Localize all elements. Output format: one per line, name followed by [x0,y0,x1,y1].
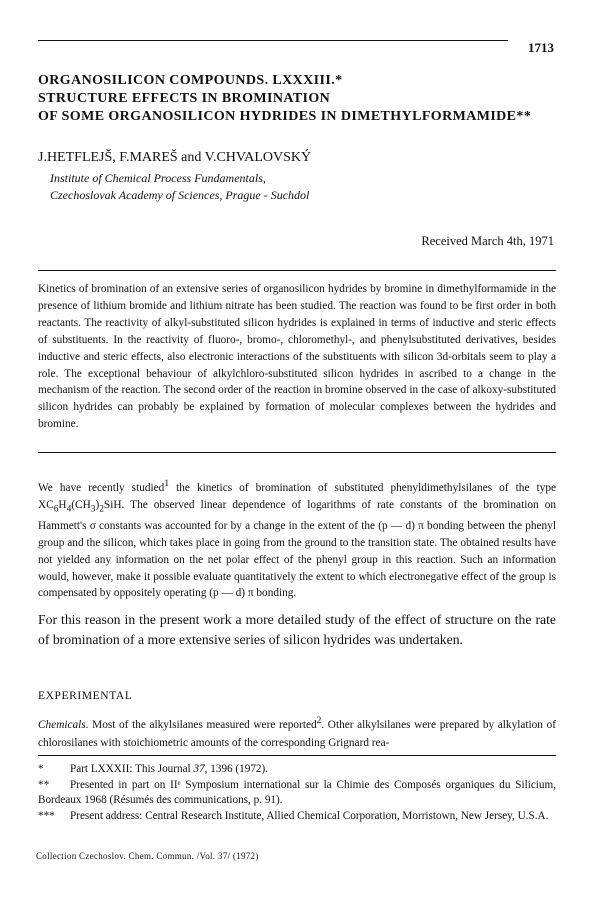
section-heading-experimental: EXPERIMENTAL [38,690,133,702]
abstract: Kinetics of bromination of an extensive series of organosilicon hydrides by bromine in dimethylformamide in the presence of lithium bromide and lithium nitrate has been studied. The reaction was found to be first order in both reactants. The reactivity of alkyl-substituted silicon hydrides is explained in terms of inductive and steric effects of substituents. In the reactivity of fluoro-, bromo-, chloromethyl-, and phenylsubstituted derivatives, besides inductive and steric effects, also electronic interactions of the substituents with silicon 3d-orbitals seem to play a role. The exceptional behaviour of alkylchloro-substituted silicon hydrides in ascribed to a change in the mechanism of the reaction. The second order of the reaction in bromine observed in the case of alkoxy-substituted silicon hydrides can probably be explained by formation of molecular complexes between the hydrides and bromine. [38,283,556,431]
footnote-1: * Part LXXXII: This Journal 37, 1396 (1972). [38,763,269,775]
journal-footer: Collection Czechoslov. Chem. Commun. /Vol. 37/ (1972) [36,851,259,861]
affiliation [50,170,309,204]
footnotes [38,762,556,824]
affiliation-line-2: Czechoslovak Academy of Sciences, Prague - Suchdol [50,188,310,202]
footnote-rule [38,755,556,756]
title-line-3: OF SOME ORGANOSILICON HYDRIDES IN DIMETHYLFORMAMIDE** [38,109,532,124]
footnote-2: ** Presented in part on IIᵉ Symposium international sur la Chimie des Composés organiques du Silicium, Bordeaux 1968 (Résumés des communications, p. 91). [38,778,556,807]
intro-paragraph: We have recently studied$^1$ the kinetics of bromination of substituted phenyldimethylsilanes of the type $XC_6H_4(CH_3)_2SiH$. The observed linear dependence of logarithms of rate constants of the bromination on Hammett's σ constants was accounted for by a change in the extent of the (p — d) π bonding between the phenyl group and the silicon, which takes place in going from the ground to the transition state. The obtained results have not yielded any information on the net polar effect of the phenyl group in this reaction. Such an information would, however, make it possible evaluate quantitatively the extent to which electronegative effect of the group is compensated by oppositely operating (p — d) π bonding. [38,479,556,600]
aim-paragraph: For this reason in the present work a more detailed study of the effect of structure on the rate of bromination of a more extensive series of silicon hydrides was undertaken. [38,612,556,648]
received-date: Received March 4th, 1971 [421,234,554,248]
abstract-top-rule [38,270,556,271]
affiliation-line-1: Institute of Chemical Process Fundamentals, [50,171,266,185]
chemicals-paragraph: Chemicals. Most of the alkylsilanes measured were reported$^2$. Other alkylsilanes were prepared by alkylation of chlorosilanes with stoichiometric amounts of the corresponding Grignard rea- [38,716,556,749]
top-rule [38,40,508,41]
footnote-3: *** Present address: Central Research Institute, Allied Chemical Corporation, Morristown, New Jersey, U.S.A. [38,809,549,822]
article-title [38,72,531,126]
title-line-2: STRUCTURE EFFECTS IN BROMINATION [38,91,331,106]
abstract-bottom-rule [38,452,556,453]
title-line-1: ORGANOSILICON COMPOUNDS. LXXXIII.* [38,73,343,88]
chemicals-label: Chemicals. [38,718,89,731]
page-number: 1713 [528,40,554,55]
authors: J.HETFLEJŠ, F.MAREŠ and V.CHVALOVSKÝ [38,150,312,165]
